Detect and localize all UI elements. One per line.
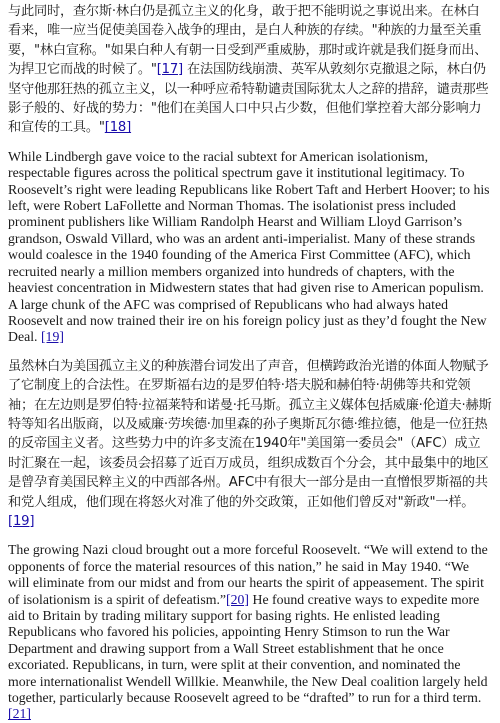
paragraph-text: 与此同时，查尔斯·林白仍是孤立主义的化身，敢于把不能明说之事说出来。在林白看来，唯一应当促使美国卷入战争的理由，是白人种族的存续。"种族的力量至关重要，"林白宣称。"如果白种人有朝一日受到严重威胁，那时或许就是我们挺身而出、为捍卫它而战的时候了。" <box>8 4 488 78</box>
footnote-link-18[interactable]: [18] <box>104 120 132 136</box>
paragraph-text: 在法国防线崩溃、英军从敦刻尔克撤退之际，林白仍坚守他那狂热的孤立主义，以一种呼应希特勒谴责国际犹太人之辞的措辞，谴责那些影子般的、好战的势力："他们在美国人口中只占少数，但他们掌控着大部分影响力和宣传的工具。" <box>8 62 489 136</box>
paragraph-text: He found creative ways to expedite more aid to Britain by trading military support for basing rights. He enlisted leading Republicans who favored his policies, appointing Henry Stimson to run the War Department and drawing support from a Wall Street establishment that he once excoriated. Republicans, in turn, were split at their convention, and nominated the more internationalist Wendell Willkie. Meanwhile, the New Deal coalition largely held together, particularly because Roosevelt agreed to be “drafted” to run for a third term. <box>8 591 488 706</box>
footnote-link-19[interactable]: [19] <box>40 329 64 345</box>
paragraph-zh-3 <box>8 357 492 532</box>
paragraph-text: 虽然林白为美国孤立主义的种族潜台词发出了声音，但横跨政治光谱的体面人物赋予了它制度上的合法性。在罗斯福右边的是罗伯特·塔夫脱和赫伯特·胡佛等共和党领袖；在左边则是罗伯特·拉福莱特和诺曼·托马斯。孤立主义媒体包括威廉·伦道夫·赫斯特等知名出版商，以及威廉·劳埃德·加里森的孙子奥斯瓦尔德·维拉德，他是一位狂热的反帝国主义者。这些势力中的许多支流在1940年"美国第一委员会"（AFC）成立时汇聚在一起，该委员会招募了近百万成员，组织成数百个分会，其中最集中的地区是曾孕育美国民粹主义的中西部各州。AFC中有很大一部分是由一直憎恨罗斯福的共和党人组成，他们现在将怒火对准了他的外交政策，正如他们曾反对"新政"一样。 <box>8 358 492 510</box>
paragraph-text: The growing Nazi cloud brought out a more forceful Roosevelt. “We will extend to the opponents of force the material resources of this nation,” he said in May 1940. “We will eliminate from our midst and from our hearts the spirit of appeasement. The spirit of isolationism is a spirit of defeatism.” <box>8 542 488 607</box>
footnote-link-20[interactable]: [20] <box>226 591 250 607</box>
paragraph-zh-1 <box>8 2 492 138</box>
footnote-link-17[interactable]: [17] <box>156 62 184 78</box>
paragraph-text: While Lindbergh gave voice to the racial subtext for American isolationism, respectable figures across the political spectrum gave it institutional legitimacy. To Roosevelt’s right were leading Republicans like Robert Taft and Herbert Hoover; to his left, were Robert LaFollette and Norman Thomas. The isolationist press included prominent publishers like William Randolph Hearst and William Lloyd Garrison’s grandson, Oswald Villard, who was an ardent anti-imperialist. Many of these strands would coalesce in the 1940 founding of the America First Committee (AFC), which recruited nearly a million members organized into hundreds of chapters, with the heaviest concentration in Midwestern states that had given rise to American populism. A large chunk of the AFC was comprised of Republicans who had always hated Roosevelt and now trained their ire on his foreign policy just as they’d fought the New Deal. <box>8 148 490 345</box>
footnote-link-21[interactable]: [21] <box>8 706 31 722</box>
paragraph-en-4 <box>8 542 492 722</box>
article-page <box>0 2 500 723</box>
paragraph-en-2 <box>8 149 492 346</box>
footnote-link-19[interactable]: [19] <box>8 513 35 529</box>
